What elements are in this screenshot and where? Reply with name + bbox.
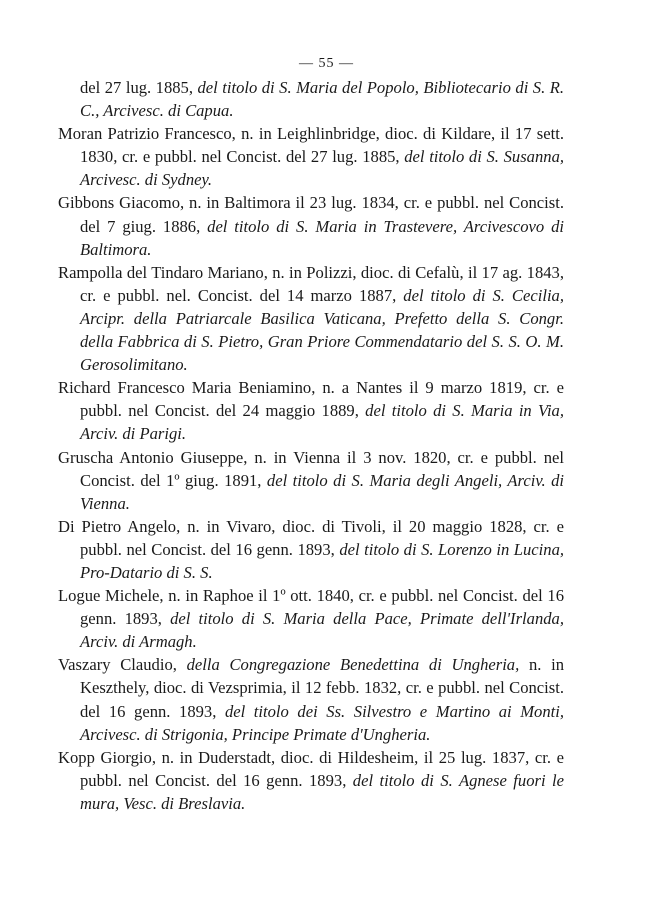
list-entry	[58, 746, 564, 815]
list-entry	[58, 584, 564, 653]
list-entry	[58, 261, 564, 376]
entry-title-italic: del titolo dei Ss. Silvestro e Martino ai Monti, Arcivesc. di Strigonia, Principe Primate d'Ungheria.	[80, 701, 565, 744]
entry-text: Gibbons Giacomo, n. in Baltimora il 23 lug. 1834, cr. e pubbl. nel Concist. del 7 giug. 1886,	[58, 193, 564, 236]
entry-text: Logue Michele, n. in Raphoe il 1º ott. 1840, cr. e pubbl. nel Concist. del 16 genn. 1893,	[58, 586, 564, 629]
entry-text: Rampolla del Tindaro Mariano, n. in Polizzi, dioc. di Cefalù, il 17 ag. 1843, cr. e pubbl. nel. Concist. del 14 marzo 1887,	[58, 262, 564, 305]
entry-text-2: n. in Keszthely, dioc. di Vezsprimia, il 12 febb. 1832, cr. e pubbl. nel Concist. del 16 genn. 1893,	[80, 655, 565, 721]
entry-title-italic: del titolo di S. Maria in Trastevere, Arcivescovo di Baltimora.	[80, 216, 564, 259]
entry-title-italic: del titolo di S. Maria degli Angeli, Arciv. di Vienna.	[80, 470, 564, 513]
list-entry	[58, 653, 564, 745]
page-number: — 55 —	[299, 56, 354, 71]
entry-text: Gruscha Antonio Giuseppe, n. in Vienna il 3 nov. 1820, cr. e pubbl. nel Concist. del 1º giug. 1891,	[58, 447, 564, 490]
cardinal-list	[58, 76, 564, 815]
list-entry	[58, 191, 564, 260]
list-entry	[58, 515, 564, 584]
entry-text: del 27 lug. 1885,	[80, 78, 198, 97]
list-entry-continued	[58, 76, 564, 122]
entry-text: Richard Francesco Maria Beniamino, n. a Nantes il 9 marzo 1819, cr. e pubbl. nel Concist. del 24 maggio 1889,	[58, 378, 564, 421]
entry-title-italic: del titolo di S. Maria del Popolo, Bibliotecario di S. R. C., Arcivesc. di Capua.	[80, 78, 564, 121]
entry-text: Moran Patrizio Francesco, n. in Leighlinbridge, dioc. di Kildare, il 17 sett. 1830, cr. e pubbl. nel Concist. del 27 lug. 1885,	[58, 124, 564, 167]
list-entry	[58, 376, 564, 445]
entry-title-italic: del titolo di S. Maria in Via, Arciv. di Parigi.	[80, 401, 564, 444]
entry-title-italic: del titolo di S. Maria della Pace, Primate dell'Irlanda, Arciv. di Armagh.	[80, 609, 564, 652]
list-entry	[58, 446, 564, 515]
entry-text: Di Pietro Angelo, n. in Vivaro, dioc. di Tivoli, il 20 maggio 1828, cr. e pubbl. nel Concist. del 16 genn. 1893,	[58, 516, 564, 559]
entry-title-italic: del titolo di S. Lorenzo in Lucina, Pro-Datario di S. S.	[80, 539, 565, 582]
list-entry	[58, 122, 564, 191]
entry-text: Vaszary Claudio,	[58, 655, 187, 675]
entry-title-italic: del titolo di S. Agnese fuori le mura, Vesc. di Breslavia.	[80, 770, 564, 813]
entry-text: Kopp Giorgio, n. in Duderstadt, dioc. di Hildesheim, il 25 lug. 1837, cr. e pubbl. nel Concist. del 16 genn. 1893,	[58, 747, 564, 790]
entry-order-italic: della Congregazione Benedettina di Ungheria,	[186, 655, 520, 675]
entry-title-italic: del titolo di S. Susanna, Arcivesc. di Sydney.	[80, 147, 565, 190]
entry-title-italic: del titolo di S. Cecilia, Arcipr. della Patriarcale Basilica Vaticana, Prefetto della S. Congr. della Fabbrica di S. Pietro, Gran Priore Commendatario del S. S. O. M. Gerosolimitano.	[80, 285, 564, 375]
